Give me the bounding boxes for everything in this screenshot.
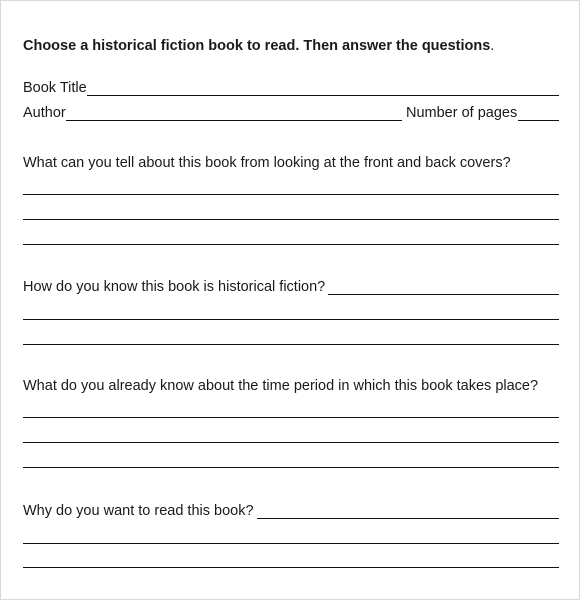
question-1-text: What can you tell about this book from looking at the front and back covers?	[23, 155, 511, 171]
pages-line[interactable]	[518, 120, 559, 121]
instruction-text: Choose a historical fiction book to read. Then answer the questions	[23, 38, 491, 54]
question-3-answer-line-2[interactable]	[23, 442, 559, 443]
book-title-label: Book Title	[23, 80, 87, 96]
question-1-answer-line-2[interactable]	[23, 219, 559, 220]
question-3-answer-line-1[interactable]	[23, 417, 559, 418]
question-2-answer-line-2[interactable]	[23, 344, 559, 345]
question-4-inline-line[interactable]	[257, 518, 559, 519]
question-2-inline-line[interactable]	[328, 294, 559, 295]
instruction-period: .	[490, 38, 495, 54]
author-label: Author	[23, 105, 66, 121]
question-4-text: Why do you want to read this book?	[23, 503, 254, 519]
question-1-answer-line-3[interactable]	[23, 244, 559, 245]
author-line[interactable]	[66, 120, 402, 121]
question-4-answer-line-2[interactable]	[23, 567, 559, 568]
question-3-answer-line-3[interactable]	[23, 467, 559, 468]
question-2-text: How do you know this book is historical fiction?	[23, 279, 326, 295]
question-4-answer-line-1[interactable]	[23, 543, 559, 544]
instruction-heading	[23, 38, 494, 54]
pages-label: Number of pages	[406, 105, 518, 121]
question-3-text: What do you already know about the time period in which this book takes place?	[23, 378, 539, 394]
book-title-line[interactable]	[87, 95, 559, 96]
question-2-answer-line-1[interactable]	[23, 319, 559, 320]
question-1-answer-line-1[interactable]	[23, 194, 559, 195]
